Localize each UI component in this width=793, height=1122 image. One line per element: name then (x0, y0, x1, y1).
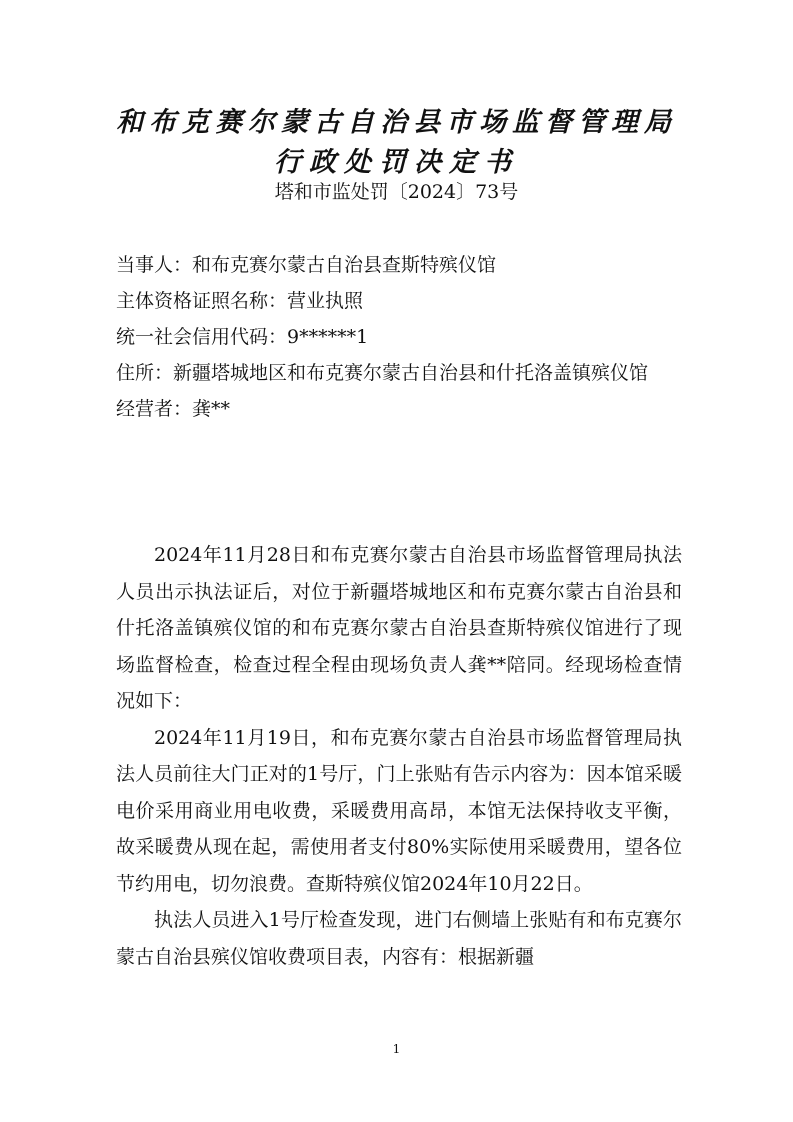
document-type-title: 行政处罚决定书 (274, 147, 519, 178)
address: 住所：新疆塔城地区和布克赛尔蒙古自治县和什托洛盖镇殡仪馆 (116, 362, 649, 384)
paragraph: 执法人员进入1号厅检查发现，进门右侧墙上张贴有和布克赛尔蒙古自治县殡仪馆收费项目表，内容有：根据新疆 (116, 909, 682, 968)
party-info (116, 247, 686, 427)
document-number: 塔和市监处罚〔2024〕73号 (274, 181, 519, 203)
agency-title: 和布克赛尔蒙古自治县市场监督管理局 (116, 107, 677, 138)
party-name: 当事人：和布克赛尔蒙古自治县查斯特殡仪馆 (116, 254, 497, 276)
paragraph: 2024年11月19日，和布克赛尔蒙古自治县市场监督管理局执法人员前往大门正对的1号厅，门上张贴有告示内容为：因本馆采暖电价采用商业用电收费，采暖费用高昂，本馆无法保持收支平衡，故采暖费从现在起，需使用者支付80%实际使用采暖费用，望各位节约用电，切勿浪费。查斯特殡仪馆2024年10月22日。 (116, 726, 682, 895)
page-number: 1 (392, 1042, 401, 1056)
credit-code: 统一社会信用代码：9******1 (116, 326, 369, 348)
license-name: 主体资格证照名称：营业执照 (116, 290, 364, 312)
operator: 经营者：龚** (116, 398, 231, 420)
body-text (116, 537, 682, 975)
paragraph: 2024年11月28日和布克赛尔蒙古自治县市场监督管理局执法人员出示执法证后，对位于新疆塔城地区和布克赛尔蒙古自治县和什托洛盖镇殡仪馆的和布克赛尔蒙古自治县查斯特殡仪馆进行了现场监督检查，检查过程全程由现场负责人龚**陪同。经现场检查情况如下： (116, 544, 682, 712)
